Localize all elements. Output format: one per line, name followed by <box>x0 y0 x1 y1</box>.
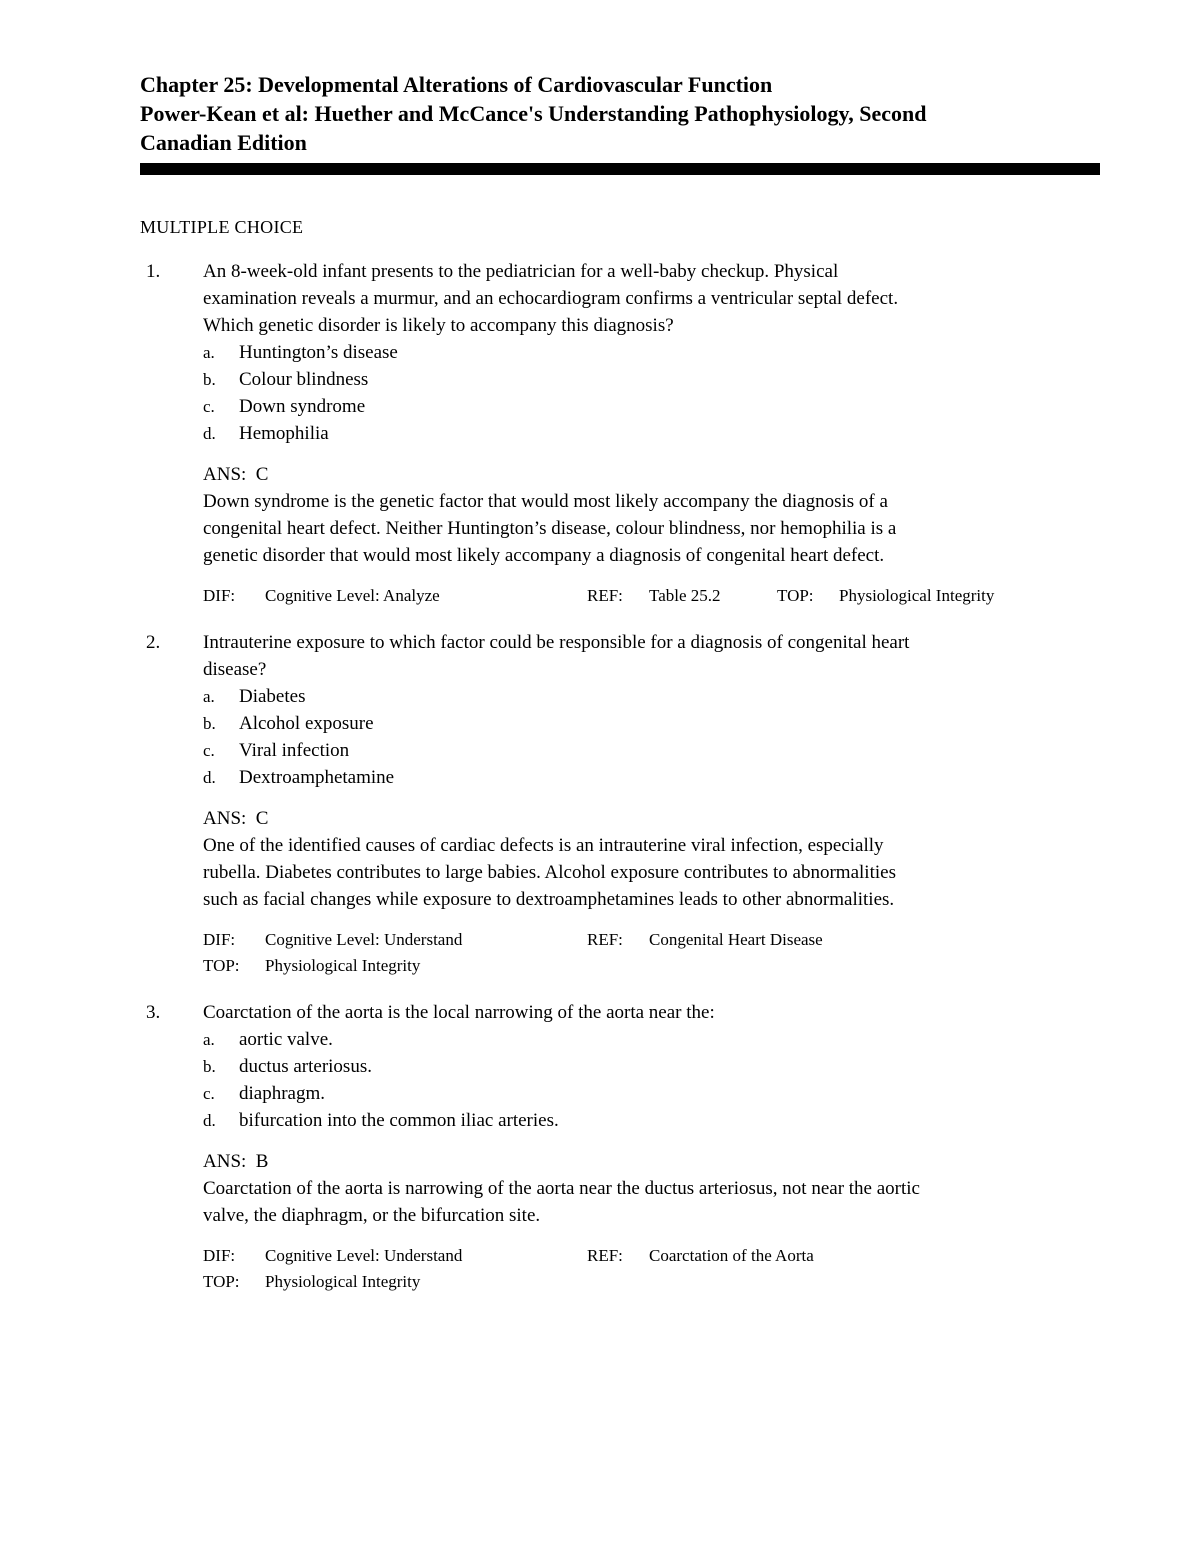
ref-label: REF: <box>587 1246 623 1265</box>
stem-line: Which genetic disorder is likely to accompany this diagnosis? <box>203 315 674 336</box>
option-letter: a. <box>203 343 215 362</box>
ref-label: REF: <box>587 930 623 949</box>
question-metadata <box>203 583 1100 609</box>
rationale-line: valve, the diaphragm, or the bifurcation site. <box>203 1205 541 1226</box>
answer-line <box>203 1148 1100 1175</box>
option-letter: b. <box>203 714 216 733</box>
answer-value: C <box>255 808 269 829</box>
book-title-line-1: Power-Kean et al: Huether and McCance's Understanding Pathophysiology, Second <box>140 101 927 126</box>
option-letter: d. <box>203 1111 216 1130</box>
option-b <box>203 366 1100 393</box>
stem-line: Coarctation of the aorta is the local narrowing of the aorta near the: <box>203 1002 715 1023</box>
answer-options <box>203 339 1100 447</box>
option-text: Huntington’s disease <box>239 342 398 363</box>
option-d <box>203 764 1100 791</box>
document-page <box>140 70 1100 1295</box>
option-b <box>203 1053 1100 1080</box>
stem-line: examination reveals a murmur, and an echocardiogram confirms a ventricular septal defect. <box>203 288 899 309</box>
rationale-line: One of the identified causes of cardiac defects is an intrauterine viral infection, especially <box>203 835 884 856</box>
answer-value: B <box>255 1151 269 1172</box>
option-letter: c. <box>203 741 215 760</box>
dif-value: Cognitive Level: Understand <box>265 1246 463 1265</box>
option-c <box>203 393 1100 420</box>
ref-value: Table 25.2 <box>649 586 721 605</box>
option-b <box>203 710 1100 737</box>
option-text: Colour blindness <box>239 369 369 390</box>
option-letter: d. <box>203 424 216 443</box>
question-2 <box>140 629 1100 979</box>
question-number: 3. <box>146 1002 161 1023</box>
answer-label: ANS: <box>203 1151 247 1172</box>
rationale-line: congenital heart defect. Neither Huntington’s disease, colour blindness, nor hemophilia is a <box>203 518 897 539</box>
option-d <box>203 1107 1100 1134</box>
option-text: bifurcation into the common iliac arteries. <box>239 1110 559 1131</box>
option-letter: a. <box>203 1030 215 1049</box>
option-text: Viral infection <box>239 740 350 761</box>
option-a <box>203 683 1100 710</box>
top-label: TOP: <box>203 956 240 975</box>
answer-label: ANS: <box>203 808 247 829</box>
top-value: Physiological Integrity <box>839 586 995 605</box>
option-letter: d. <box>203 768 216 787</box>
option-text: Dextroamphetamine <box>239 767 395 788</box>
answer-options <box>203 683 1100 791</box>
dif-label: DIF: <box>203 930 236 949</box>
question-stem <box>203 629 1100 683</box>
option-text: Down syndrome <box>239 396 366 417</box>
option-a <box>203 339 1100 366</box>
option-text: ductus arteriosus. <box>239 1056 372 1077</box>
top-label: TOP: <box>777 586 814 605</box>
dif-label: DIF: <box>203 586 236 605</box>
question-stem <box>203 999 1100 1026</box>
section-label: MULTIPLE CHOICE <box>140 217 304 237</box>
option-letter: c. <box>203 1084 215 1103</box>
dif-value: Cognitive Level: Understand <box>265 930 463 949</box>
option-c <box>203 737 1100 764</box>
option-letter: b. <box>203 370 216 389</box>
ref-value: Congenital Heart Disease <box>649 930 823 949</box>
option-text: Alcohol exposure <box>239 713 374 734</box>
header-divider <box>140 163 1100 175</box>
question-stem <box>203 258 1100 339</box>
rationale <box>203 488 1100 569</box>
stem-line: disease? <box>203 659 267 680</box>
question-1 <box>140 258 1100 609</box>
option-text: aortic valve. <box>239 1029 333 1050</box>
option-a <box>203 1026 1100 1053</box>
rationale-line: genetic disorder that would most likely accompany a diagnosis of congenital heart defect. <box>203 545 885 566</box>
rationale-line: rubella. Diabetes contributes to large babies. Alcohol exposure contributes to abnormalities <box>203 862 896 883</box>
rationale <box>203 832 1100 913</box>
top-label: TOP: <box>203 1272 240 1291</box>
book-title-line-2: Canadian Edition <box>140 130 307 155</box>
rationale-line: such as facial changes while exposure to dextroamphetamines leads to other abnormalities. <box>203 889 895 910</box>
document-header <box>140 70 1100 157</box>
option-letter: b. <box>203 1057 216 1076</box>
top-value: Physiological Integrity <box>265 1272 421 1291</box>
chapter-title: Chapter 25: Developmental Alterations of Cardiovascular Function <box>140 72 773 97</box>
question-3 <box>140 999 1100 1295</box>
ref-value: Coarctation of the Aorta <box>649 1246 814 1265</box>
ref-label: REF: <box>587 586 623 605</box>
dif-value: Cognitive Level: Analyze <box>265 586 440 605</box>
rationale-line: Down syndrome is the genetic factor that would most likely accompany the diagnosis of a <box>203 491 888 512</box>
question-number: 2. <box>146 632 161 653</box>
top-value: Physiological Integrity <box>265 956 421 975</box>
answer-value: C <box>255 464 269 485</box>
rationale-line: Coarctation of the aorta is narrowing of the aorta near the ductus arteriosus, not near the aortic <box>203 1178 920 1199</box>
stem-line: Intrauterine exposure to which factor could be responsible for a diagnosis of congenital heart <box>203 632 910 653</box>
option-text: Hemophilia <box>239 423 329 444</box>
question-metadata <box>203 1243 1100 1295</box>
option-text: Diabetes <box>239 686 306 707</box>
answer-options <box>203 1026 1100 1134</box>
option-letter: a. <box>203 687 215 706</box>
rationale <box>203 1175 1100 1229</box>
answer-line <box>203 805 1100 832</box>
option-c <box>203 1080 1100 1107</box>
stem-line: An 8-week-old infant presents to the pediatrician for a well-baby checkup. Physical <box>203 261 839 282</box>
question-number: 1. <box>146 261 161 282</box>
option-letter: c. <box>203 397 215 416</box>
answer-label: ANS: <box>203 464 247 485</box>
option-text: diaphragm. <box>239 1083 326 1104</box>
question-metadata <box>203 927 1100 979</box>
dif-label: DIF: <box>203 1246 236 1265</box>
option-d <box>203 420 1100 447</box>
answer-line <box>203 461 1100 488</box>
